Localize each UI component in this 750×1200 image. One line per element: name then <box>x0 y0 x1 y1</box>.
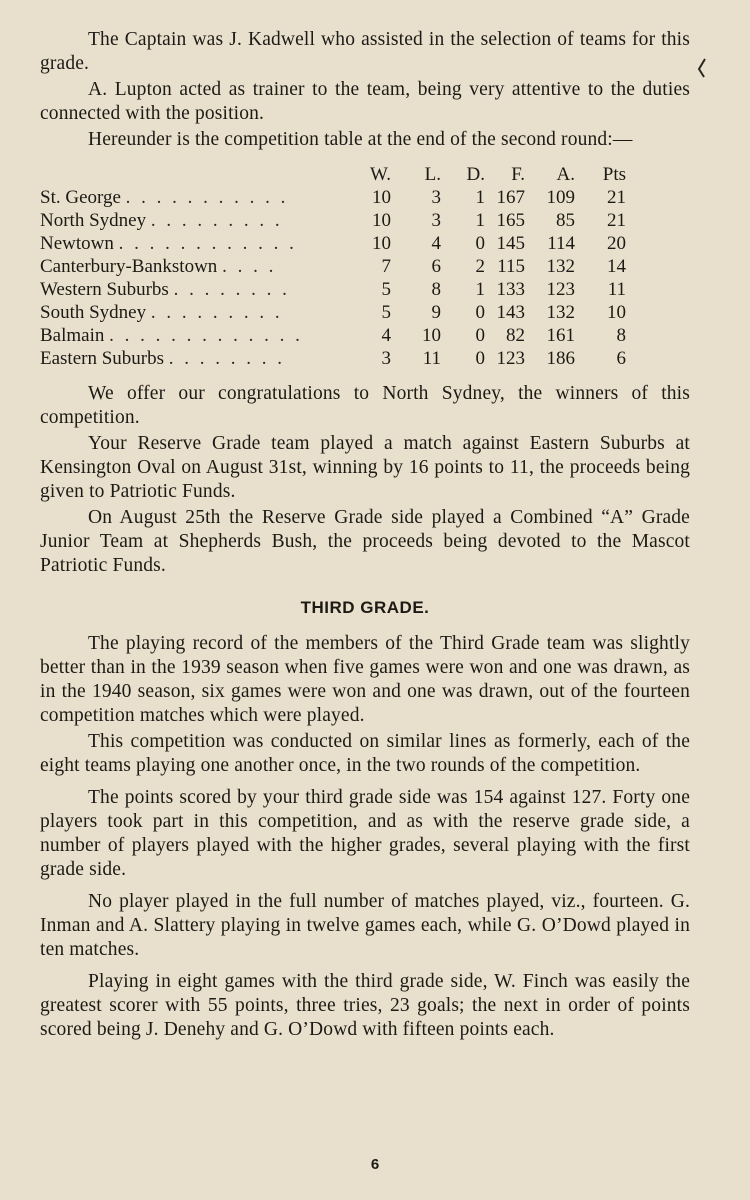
drawn-cell: 0 <box>475 233 485 254</box>
against-cell: 114 <box>547 233 575 254</box>
drawn-cell: 1 <box>475 279 485 300</box>
drawn-cell: 2 <box>475 256 485 277</box>
table-row <box>40 209 626 232</box>
paragraph-top-scorer: Playing in eight games with the third grade side, W. Finch was easily the greatest scorer with 55 points, three tries, 23 goals; the next in order of points scored being J. Denehy and G. O’Dowd with fifteen points each. <box>40 971 690 1040</box>
for-cell: 133 <box>496 279 525 300</box>
for-cell: 123 <box>496 348 525 369</box>
won-cell: 3 <box>381 348 391 369</box>
team-name: Eastern Suburbs <box>40 348 165 369</box>
points-cell: 14 <box>607 256 626 277</box>
team-name: Newtown <box>40 233 114 254</box>
header-drawn: D. <box>466 163 485 185</box>
won-cell: 10 <box>372 233 391 254</box>
won-cell: 7 <box>381 256 391 277</box>
won-cell: 10 <box>372 187 391 208</box>
paragraph-reserve-match: Your Reserve Grade team played a match against Eastern Suburbs at Kensington Oval on August 31st, winning by 16 points to 11, the proceeds being given to Patriotic Funds. <box>40 433 690 502</box>
header-won: W. <box>370 163 391 185</box>
header-team <box>40 162 336 186</box>
lost-cell: 3 <box>431 210 441 231</box>
table-row <box>40 186 626 209</box>
team-name: St. George <box>40 187 121 208</box>
table-row <box>40 324 626 347</box>
for-cell: 82 <box>506 325 525 346</box>
team-cell: Western Suburbs . . . . . . . . <box>40 279 290 300</box>
header-for: F. <box>511 163 525 185</box>
team-cell: Balmain . . . . . . . . . . . . . <box>40 325 303 346</box>
points-cell: 11 <box>607 279 626 300</box>
table-header-row <box>40 162 626 186</box>
drawn-cell: 0 <box>475 325 485 346</box>
paragraph-captain: The Captain was J. Kadwell who assisted in the selection of teams for this grade. <box>40 29 690 74</box>
for-cell: 165 <box>496 210 525 231</box>
paragraph-congratulations: We offer our congratulations to North Sydney, the winners of this competition. <box>40 383 690 428</box>
team-name: North Sydney <box>40 210 147 231</box>
for-cell: 145 <box>496 233 525 254</box>
lost-cell: 3 <box>431 187 441 208</box>
drawn-cell: 0 <box>475 302 485 323</box>
against-cell: 109 <box>546 187 575 208</box>
won-cell: 10 <box>372 210 391 231</box>
lost-cell: 9 <box>431 302 441 323</box>
header-lost: L. <box>424 163 441 185</box>
won-cell: 5 <box>381 302 391 323</box>
header-against: A. <box>556 163 575 185</box>
competition-table <box>40 162 626 370</box>
points-cell: 10 <box>607 302 626 323</box>
table-row <box>40 278 626 301</box>
paragraph-playing-record: The playing record of the members of the Third Grade team was slightly better than in the 1939 season when five games were won and one was drawn, as in the 1940 season, six games were won and one was drawn, out of the fourteen competition matches which were played. <box>40 633 690 726</box>
page-number: 6 <box>370 1156 380 1173</box>
for-cell: 167 <box>496 187 525 208</box>
against-cell: 132 <box>546 256 575 277</box>
drawn-cell: 1 <box>475 187 485 208</box>
for-cell: 143 <box>496 302 525 323</box>
team-name: Canterbury-Bankstown <box>40 256 218 277</box>
points-cell: 8 <box>616 325 626 346</box>
paragraph-competition-format: This competition was conducted on similar lines as formerly, each of the eight teams playing one another once, in the two rounds of the competition. <box>40 731 690 776</box>
lost-cell: 10 <box>422 325 441 346</box>
against-cell: 161 <box>546 325 575 346</box>
team-cell: Canterbury-Bankstown . . . . <box>40 256 277 277</box>
team-cell: North Sydney . . . . . . . . . <box>40 210 283 231</box>
header-points: Pts <box>602 163 626 185</box>
against-cell: 132 <box>546 302 575 323</box>
lost-cell: 8 <box>431 279 441 300</box>
table-row <box>40 347 626 370</box>
team-cell: Eastern Suburbs . . . . . . . . <box>40 348 286 369</box>
table-row <box>40 301 626 324</box>
points-cell: 21 <box>607 210 626 231</box>
table-row <box>40 255 626 278</box>
points-cell: 6 <box>616 348 626 369</box>
team-cell: Newtown . . . . . . . . . . . . <box>40 233 297 254</box>
pencil-mark-icon <box>697 58 707 78</box>
won-cell: 5 <box>381 279 391 300</box>
for-cell: 115 <box>497 256 525 277</box>
drawn-cell: 1 <box>475 210 485 231</box>
team-name: Western Suburbs <box>40 279 169 300</box>
paragraph-trainer: A. Lupton acted as trainer to the team, being very attentive to the duties connected with the position. <box>40 79 690 124</box>
table-row <box>40 232 626 255</box>
team-cell: South Sydney . . . . . . . . . <box>40 302 283 323</box>
points-cell: 20 <box>607 233 626 254</box>
against-cell: 186 <box>546 348 575 369</box>
section-heading: THIRD GRADE. <box>300 598 430 617</box>
drawn-cell: 0 <box>475 348 485 369</box>
paragraph-combined-match: On August 25th the Reserve Grade side played a Combined “A” Grade Junior Team at Shepherds Bush, the proceeds being devoted to the Mascot Patriotic Funds. <box>40 507 690 576</box>
lost-cell: 6 <box>431 256 441 277</box>
paragraph-table-intro: Hereunder is the competition table at the end of the second round:— <box>88 129 633 150</box>
lost-cell: 11 <box>422 348 441 369</box>
points-cell: 21 <box>607 187 626 208</box>
team-name: Balmain <box>40 325 105 346</box>
against-cell: 123 <box>546 279 575 300</box>
against-cell: 85 <box>556 210 575 231</box>
paragraph-full-matches: No player played in the full number of matches played, viz., fourteen. G. Inman and A. Slattery playing in twelve games each, while G. O’Dowd played in ten matches. <box>40 891 690 960</box>
team-name: South Sydney <box>40 302 147 323</box>
lost-cell: 4 <box>431 233 441 254</box>
team-cell: St. George . . . . . . . . . . . <box>40 187 289 208</box>
paragraph-points-scored: The points scored by your third grade side was 154 against 127. Forty one players took part in this competition, and as with the reserve grade side, a number of players played with the higher grades, several playing with the first grade side. <box>40 787 690 880</box>
won-cell: 4 <box>381 325 391 346</box>
